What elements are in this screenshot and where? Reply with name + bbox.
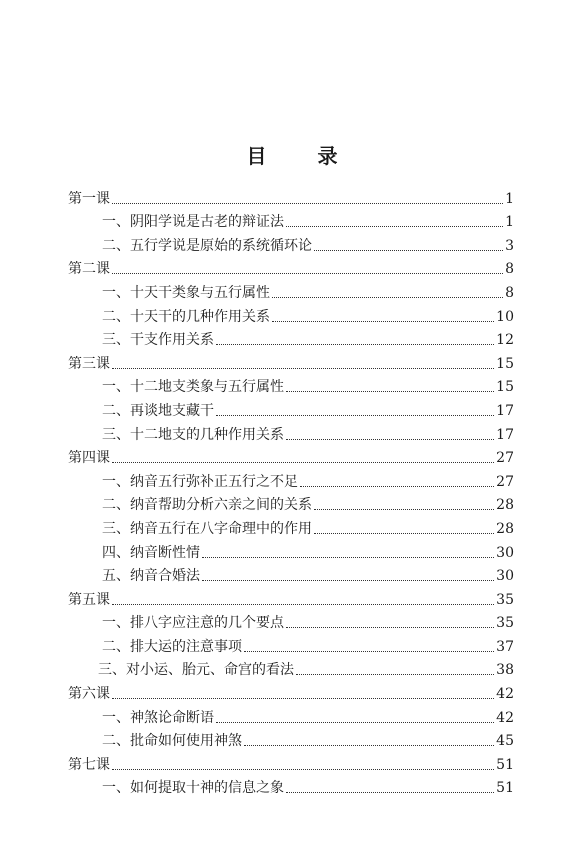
toc-section-entry[interactable] xyxy=(68,609,514,633)
toc-leader-dots xyxy=(296,674,494,675)
toc-entry-label: 第四课 xyxy=(68,450,110,467)
toc-page-number: 45 xyxy=(496,733,514,750)
toc-entry-label: 三、十二地支的几种作用关系 xyxy=(102,426,284,443)
toc-page-number: 12 xyxy=(496,332,514,349)
toc-leader-dots xyxy=(112,604,494,605)
toc-page-number: 15 xyxy=(496,355,514,372)
toc-section-entry[interactable] xyxy=(68,373,514,397)
toc-section-entry[interactable] xyxy=(68,302,514,326)
toc-leader-dots xyxy=(112,462,494,463)
toc-leader-dots xyxy=(286,792,494,793)
toc-leader-dots xyxy=(272,297,503,298)
toc-entry-label: 二、排大运的注意事项 xyxy=(102,638,242,655)
toc-section-entry[interactable] xyxy=(68,396,514,420)
toc-entry-label: 二、批命如何使用神煞 xyxy=(102,733,242,750)
toc-page-number: 30 xyxy=(496,568,514,585)
toc-section-entry[interactable] xyxy=(68,326,514,350)
toc-entry-label: 二、纳音帮助分析六亲之间的关系 xyxy=(102,497,312,514)
toc-entry-label: 第六课 xyxy=(68,686,110,703)
toc-leader-dots xyxy=(112,273,503,274)
toc-entry-label: 一、排八字应注意的几个要点 xyxy=(102,615,284,632)
toc-leader-dots xyxy=(314,509,494,510)
table-of-contents xyxy=(68,184,514,797)
toc-leader-dots xyxy=(300,486,494,487)
toc-page-number: 35 xyxy=(496,591,514,608)
toc-leader-dots xyxy=(202,557,494,558)
toc-section-entry[interactable] xyxy=(68,420,514,444)
toc-section-entry[interactable] xyxy=(68,774,514,798)
toc-page-number: 37 xyxy=(496,638,514,655)
toc-entry-label: 一、如何提取十神的信息之象 xyxy=(102,780,284,797)
toc-leader-dots xyxy=(202,580,494,581)
toc-leader-dots xyxy=(286,439,494,440)
page-title: 目 录 xyxy=(246,144,360,168)
toc-leader-dots xyxy=(314,250,503,251)
toc-entry-label: 三、对小运、胎元、命宫的看法 xyxy=(98,662,294,679)
toc-leader-dots xyxy=(286,391,494,392)
toc-page-number: 28 xyxy=(496,520,514,537)
toc-section-entry[interactable] xyxy=(68,208,514,232)
toc-entry-label: 五、纳音合婚法 xyxy=(102,568,200,585)
toc-section-entry[interactable] xyxy=(68,278,514,302)
toc-section-entry[interactable] xyxy=(68,491,514,515)
toc-entry-label: 四、纳音断性情 xyxy=(102,544,200,561)
toc-section-entry[interactable] xyxy=(68,231,514,255)
toc-leader-dots xyxy=(216,344,494,345)
toc-entry-label: 一、神煞论命断语 xyxy=(102,709,214,726)
toc-page-number: 3 xyxy=(505,237,514,254)
toc-leader-dots xyxy=(216,415,494,416)
toc-chapter-entry[interactable] xyxy=(68,585,514,609)
toc-leader-dots xyxy=(272,321,494,322)
toc-leader-dots xyxy=(216,722,494,723)
toc-page-number: 28 xyxy=(496,497,514,514)
toc-chapter-entry[interactable] xyxy=(68,349,514,373)
toc-leader-dots xyxy=(244,651,494,652)
toc-chapter-entry[interactable] xyxy=(68,750,514,774)
toc-entry-label: 一、阴阳学说是古老的辩证法 xyxy=(102,214,284,231)
toc-leader-dots xyxy=(112,368,494,369)
toc-section-entry[interactable] xyxy=(68,538,514,562)
toc-entry-label: 第一课 xyxy=(68,190,110,207)
toc-section-entry[interactable] xyxy=(68,703,514,727)
toc-leader-dots xyxy=(112,203,503,204)
toc-entry-label: 一、十天干类象与五行属性 xyxy=(102,284,270,301)
toc-section-entry[interactable] xyxy=(68,632,514,656)
toc-entry-label: 三、纳音五行在八字命理中的作用 xyxy=(102,520,312,537)
toc-page-number: 8 xyxy=(505,284,514,301)
toc-leader-dots xyxy=(286,627,494,628)
toc-section-entry[interactable] xyxy=(68,514,514,538)
toc-entry-label: 第五课 xyxy=(68,591,110,608)
toc-leader-dots xyxy=(314,533,494,534)
toc-page-number: 10 xyxy=(496,308,514,325)
toc-page-number: 51 xyxy=(496,756,514,773)
toc-chapter-entry[interactable] xyxy=(68,184,514,208)
toc-page-number: 17 xyxy=(496,402,514,419)
toc-page-number: 1 xyxy=(505,190,514,207)
toc-chapter-entry[interactable] xyxy=(68,255,514,279)
toc-leader-dots xyxy=(244,745,494,746)
toc-entry-label: 二、十天干的几种作用关系 xyxy=(102,308,270,325)
toc-page-number: 42 xyxy=(496,686,514,703)
toc-entry-label: 第二课 xyxy=(68,261,110,278)
toc-chapter-entry[interactable] xyxy=(68,444,514,468)
toc-entry-label: 第三课 xyxy=(68,355,110,372)
toc-section-entry[interactable] xyxy=(68,656,514,680)
toc-section-entry[interactable] xyxy=(68,727,514,751)
toc-page-number: 35 xyxy=(496,615,514,632)
toc-page-number: 27 xyxy=(496,473,514,490)
toc-page-number: 51 xyxy=(496,780,514,797)
toc-page-number: 27 xyxy=(496,450,514,467)
toc-entry-label: 三、干支作用关系 xyxy=(102,332,214,349)
toc-entry-label: 第七课 xyxy=(68,756,110,773)
toc-chapter-entry[interactable] xyxy=(68,679,514,703)
toc-entry-label: 一、纳音五行弥补正五行之不足 xyxy=(102,473,298,490)
toc-page-number: 42 xyxy=(496,709,514,726)
toc-page-number: 15 xyxy=(496,379,514,396)
toc-entry-label: 二、再谈地支藏干 xyxy=(102,402,214,419)
toc-page-number: 30 xyxy=(496,544,514,561)
toc-entry-label: 二、五行学说是原始的系统循环论 xyxy=(102,237,312,254)
toc-page-number: 17 xyxy=(496,426,514,443)
toc-page-number: 38 xyxy=(496,662,514,679)
toc-leader-dots xyxy=(112,769,494,770)
toc-entry-label: 一、十二地支类象与五行属性 xyxy=(102,379,284,396)
toc-page-number: 1 xyxy=(505,214,514,231)
toc-section-entry[interactable] xyxy=(68,562,514,586)
toc-leader-dots xyxy=(112,698,494,699)
toc-leader-dots xyxy=(286,226,503,227)
toc-section-entry[interactable] xyxy=(68,467,514,491)
toc-page-number: 8 xyxy=(505,261,514,278)
